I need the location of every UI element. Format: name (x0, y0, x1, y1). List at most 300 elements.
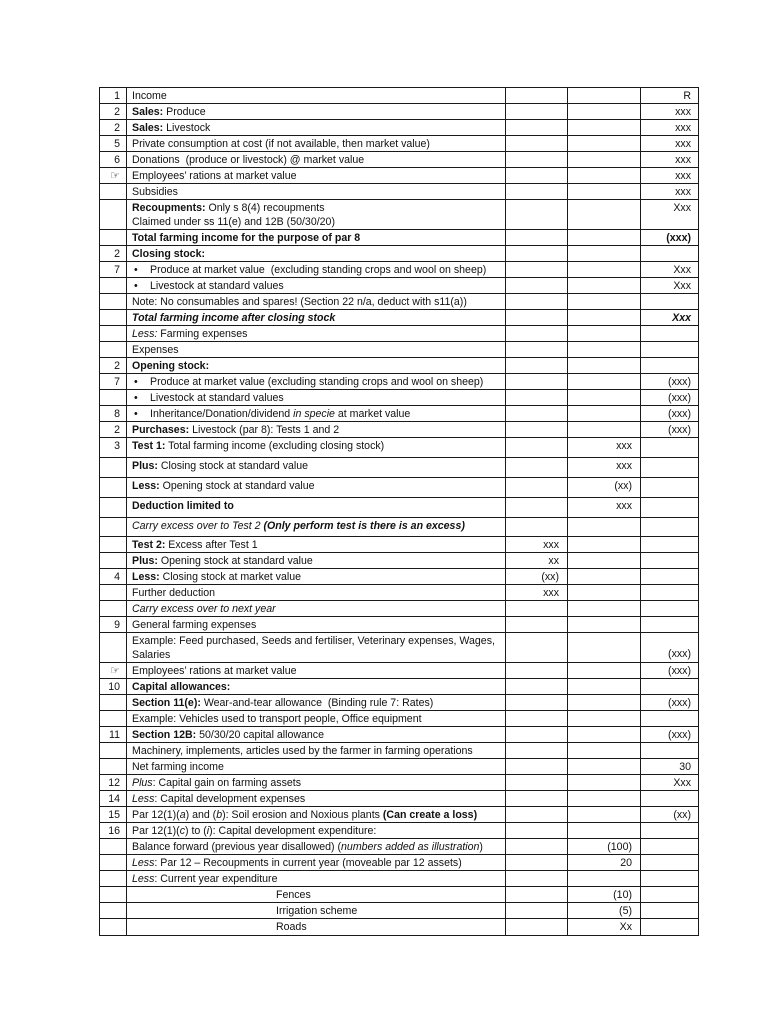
row-number: 12 (108, 777, 120, 789)
amount-col-5: (xxx) (666, 232, 691, 244)
row-number: 2 (114, 122, 120, 134)
row-number-cell (100, 887, 127, 903)
amount-col-5: Xxx (672, 312, 691, 324)
amount-col-5: Xxx (673, 280, 691, 292)
amount-col-4-cell (568, 498, 641, 518)
description-text: (Only perform test is there is an excess) (263, 520, 465, 532)
amount-col-5: xxx (675, 186, 691, 198)
description-text: Net farming income (132, 761, 224, 773)
amount-col-4: (100) (607, 841, 632, 853)
description-cell (127, 104, 506, 120)
description-line (132, 247, 503, 261)
table-row (100, 200, 699, 230)
description-line (132, 808, 503, 822)
description-text: Fences (276, 889, 311, 901)
row-number-cell (100, 498, 127, 518)
description-text: Produce (163, 106, 206, 118)
amount-col-5-cell (641, 601, 699, 617)
description-cell (127, 422, 506, 438)
row-number-cell (100, 663, 127, 679)
description-line (132, 439, 503, 453)
row-number-cell (100, 727, 127, 743)
description-text: Less: (132, 480, 160, 492)
description-text: Section 11(e): (132, 697, 201, 709)
table-row (100, 168, 699, 184)
description-text: Recoupments: (132, 202, 206, 214)
amount-col-4-cell (568, 88, 641, 104)
description-line (132, 776, 503, 790)
row-number-cell (100, 601, 127, 617)
description-cell (127, 679, 506, 695)
table-row (100, 903, 699, 919)
amount-col-5: (xxx) (668, 392, 691, 404)
table-row (100, 759, 699, 775)
table-row (100, 152, 699, 168)
amount-col-5: (xxx) (668, 665, 691, 677)
amount-col-4-cell (568, 104, 641, 120)
table-row (100, 262, 699, 278)
amount-col-5-cell (641, 711, 699, 727)
row-number: 2 (114, 248, 120, 260)
amount-col-4-cell (568, 633, 641, 663)
amount-col-3-cell (506, 601, 568, 617)
table-row (100, 887, 699, 903)
description-text: Note: No consumables and spares! (Section 22 n/a, deduct with s11(a)) (132, 296, 467, 308)
description-text: 50/30/20 capital allowance (196, 729, 324, 741)
description-cell (127, 585, 506, 601)
row-number-cell (100, 358, 127, 374)
amount-col-5-cell (641, 310, 699, 326)
amount-col-5: (xxx) (668, 424, 691, 436)
amount-col-4-cell (568, 919, 641, 936)
row-number: 1 (114, 90, 120, 102)
description-line (276, 888, 503, 902)
amount-col-5: Xxx (673, 777, 691, 789)
description-line (132, 231, 503, 245)
amount-col-3-cell (506, 374, 568, 390)
amount-col-5-cell (641, 246, 699, 262)
amount-col-5: (xxx) (668, 729, 691, 741)
amount-col-3-cell (506, 518, 568, 537)
description-text: Section 12B: (132, 729, 197, 741)
description-line (132, 295, 503, 309)
amount-col-3-cell (506, 569, 568, 585)
amount-col-3-cell (506, 839, 568, 855)
description-line (132, 459, 503, 473)
amount-col-3-cell (506, 871, 568, 887)
description-line (132, 343, 503, 357)
table-row (100, 358, 699, 374)
row-number-cell (100, 478, 127, 498)
amount-col-4-cell (568, 743, 641, 759)
amount-col-5-cell (641, 553, 699, 569)
amount-col-3-cell (506, 104, 568, 120)
row-number-cell (100, 839, 127, 855)
bullet-icon: • (134, 376, 138, 388)
description-text: Less (132, 873, 155, 885)
description-line (132, 479, 503, 493)
description-cell (127, 839, 506, 855)
description-cell (127, 569, 506, 585)
description-text: (Can create a loss) (382, 809, 478, 821)
amount-col-4-cell (568, 679, 641, 695)
table-row (100, 679, 699, 695)
description-text: at market value (334, 408, 411, 420)
amount-col-4-cell (568, 663, 641, 679)
table-row (100, 871, 699, 887)
description-text: Farming expenses (157, 328, 248, 340)
table-row (100, 839, 699, 855)
description-line (132, 279, 503, 293)
description-line (132, 137, 503, 151)
amount-col-4-cell (568, 759, 641, 775)
description-text: Total farming income (excluding closing stock) (165, 440, 385, 452)
table-row (100, 823, 699, 839)
amount-col-5-cell (641, 438, 699, 458)
row-number-cell (100, 537, 127, 553)
description-cell (127, 823, 506, 839)
description-line (132, 856, 503, 870)
amount-col-5-cell (641, 839, 699, 855)
amount-col-4-cell (568, 438, 641, 458)
description-cell (127, 807, 506, 823)
table-row (100, 88, 699, 104)
table-row (100, 775, 699, 791)
amount-col-5-cell (641, 406, 699, 422)
description-cell (127, 743, 506, 759)
description-cell (127, 871, 506, 887)
row-number-cell (100, 775, 127, 791)
amount-col-5-cell (641, 326, 699, 342)
amount-col-4-cell (568, 458, 641, 478)
description-cell (127, 518, 506, 537)
amount-col-5: xxx (675, 170, 691, 182)
description-text: Produce at market value (excluding standing crops and wool on sheep) (150, 376, 484, 388)
row-number-cell (100, 855, 127, 871)
amount-col-4-cell (568, 553, 641, 569)
amount-col-5-cell (641, 855, 699, 871)
amount-col-3-cell (506, 294, 568, 310)
amount-col-5-cell (641, 168, 699, 184)
amount-col-4-cell (568, 791, 641, 807)
description-text: Total farming income for the purpose of par 8 (132, 232, 361, 244)
amount-col-3-cell (506, 422, 568, 438)
description-text: Example: Feed purchased, Seeds and fertiliser, Veterinary expenses, Wages, (132, 635, 495, 647)
pointing-hand-icon: ☞ (110, 664, 120, 677)
description-text: Opening stock at standard value (159, 480, 315, 492)
description-cell (127, 617, 506, 633)
table-row (100, 120, 699, 136)
amount-col-4-cell (568, 839, 641, 855)
amount-col-4-cell (568, 390, 641, 406)
amount-col-4-cell (568, 478, 641, 498)
description-text: Expenses (132, 344, 179, 356)
table-row (100, 438, 699, 458)
description-line (132, 696, 503, 710)
amount-col-5-cell (641, 569, 699, 585)
description-cell (127, 342, 506, 358)
description-text: Livestock (par 8): Tests 1 and 2 (189, 424, 340, 436)
amount-col-4-cell (568, 152, 641, 168)
table-row (100, 855, 699, 871)
description-cell (127, 903, 506, 919)
amount-col-5-cell (641, 823, 699, 839)
amount-col-5-cell (641, 136, 699, 152)
description-text: Donations (produce or livestock) @ market value (132, 154, 365, 166)
amount-col-5-cell (641, 537, 699, 553)
table-row (100, 663, 699, 679)
row-number-cell (100, 617, 127, 633)
bullet-icon: • (134, 264, 138, 276)
amount-col-5: 30 (679, 761, 691, 773)
row-number: 2 (114, 424, 120, 436)
row-number: 14 (108, 793, 120, 805)
description-cell (127, 887, 506, 903)
description-cell (127, 537, 506, 553)
table-body (100, 88, 699, 936)
amount-col-5-cell (641, 120, 699, 136)
amount-col-3-cell (506, 478, 568, 498)
description-cell (127, 663, 506, 679)
amount-col-4-cell (568, 903, 641, 919)
amount-col-5-cell (641, 791, 699, 807)
amount-col-4-cell (568, 406, 641, 422)
description-text: a (179, 809, 186, 821)
description-cell (127, 633, 506, 663)
amount-col-5-cell (641, 518, 699, 537)
description-line (132, 169, 503, 183)
row-number-cell (100, 518, 127, 537)
row-number-cell (100, 585, 127, 601)
description-text: Employees’ rations at market value (132, 665, 297, 677)
amount-col-5-cell (641, 104, 699, 120)
amount-col-5-cell (641, 478, 699, 498)
row-number-cell (100, 278, 127, 294)
amount-col-3-cell (506, 358, 568, 374)
description-cell (127, 88, 506, 104)
row-number-cell (100, 633, 127, 663)
amount-col-4-cell (568, 200, 641, 230)
amount-col-5: (xx) (673, 809, 691, 821)
amount-col-5-cell (641, 88, 699, 104)
amount-col-5: xxx (675, 122, 691, 134)
row-number: 7 (114, 376, 120, 388)
description-text: Plus: (132, 460, 158, 472)
description-text: Test 1: (132, 440, 166, 452)
amount-col-5-cell (641, 585, 699, 601)
amount-col-3-cell (506, 230, 568, 246)
amount-col-5-cell (641, 871, 699, 887)
description-text: Subsidies (132, 186, 178, 198)
table-row (100, 458, 699, 478)
amount-col-4-cell (568, 569, 641, 585)
table-row (100, 326, 699, 342)
description-line (132, 792, 503, 806)
description-text: Par 12(1)( (132, 825, 180, 837)
description-line (132, 570, 503, 584)
description-text: Employees’ rations at market value (132, 170, 297, 182)
amount-col-4-cell (568, 168, 641, 184)
amount-col-4-cell (568, 695, 641, 711)
description-line (132, 519, 503, 533)
description-text: : Current year expenditure (154, 873, 278, 885)
amount-col-3-cell (506, 438, 568, 458)
description-line (132, 586, 503, 600)
description-text: Example: Vehicles used to transport people, Office equipment (132, 713, 422, 725)
description-text: Less (132, 793, 155, 805)
amount-col-5-cell (641, 663, 699, 679)
description-text: b (216, 809, 223, 821)
amount-col-3-cell (506, 919, 568, 936)
description-text: Opening stock: (132, 360, 210, 372)
table-row (100, 633, 699, 663)
description-text: Inheritance/Donation/dividend (150, 408, 294, 420)
table-row (100, 278, 699, 294)
description-cell (127, 498, 506, 518)
table-row (100, 374, 699, 390)
amount-col-5-cell (641, 759, 699, 775)
bullet-icon: • (134, 280, 138, 292)
amount-col-3-cell (506, 711, 568, 727)
row-number-cell (100, 104, 127, 120)
table-row (100, 310, 699, 326)
amount-col-4: (10) (613, 889, 632, 901)
amount-col-5-cell (641, 200, 699, 230)
pointing-hand-icon: ☞ (110, 169, 120, 182)
description-text: Private consumption at cost (if not available, then market value) (132, 138, 430, 150)
row-number-cell (100, 438, 127, 458)
amount-col-3-cell (506, 458, 568, 478)
description-cell (127, 406, 506, 422)
amount-col-3-cell (506, 168, 568, 184)
description-cell (127, 478, 506, 498)
description-cell (127, 294, 506, 310)
row-number-cell (100, 374, 127, 390)
row-number-cell (100, 903, 127, 919)
description-text: Further deduction (132, 587, 216, 599)
row-number: 15 (108, 809, 120, 821)
description-text: Irrigation scheme (276, 905, 358, 917)
description-text: ) to ( (184, 825, 207, 837)
row-number-cell (100, 120, 127, 136)
amount-col-5: xxx (675, 154, 691, 166)
description-line (132, 760, 503, 774)
row-number-cell (100, 310, 127, 326)
amount-col-5: R (683, 90, 691, 102)
row-number-cell (100, 569, 127, 585)
table-row (100, 711, 699, 727)
row-number: 9 (114, 619, 120, 631)
amount-col-4-cell (568, 855, 641, 871)
amount-col-3-cell (506, 617, 568, 633)
description-cell (127, 390, 506, 406)
amount-col-4-cell (568, 342, 641, 358)
description-line (132, 327, 503, 341)
table-row (100, 807, 699, 823)
amount-col-3-cell (506, 136, 568, 152)
amount-col-5: xxx (675, 106, 691, 118)
description-text: Claimed under ss 11(e) and 12B (50/30/20) (132, 216, 335, 228)
description-line (132, 121, 503, 135)
description-cell (127, 136, 506, 152)
description-line (132, 602, 503, 616)
description-text: numbers added as illustration (341, 841, 480, 853)
description-text: ) and ( (185, 809, 217, 821)
amount-col-4-cell (568, 807, 641, 823)
description-line (132, 311, 503, 325)
description-text: Livestock at standard values (150, 392, 284, 404)
amount-col-4-cell (568, 887, 641, 903)
amount-col-3-cell (506, 823, 568, 839)
row-number-cell (100, 871, 127, 887)
row-number-cell (100, 919, 127, 936)
row-number-cell (100, 823, 127, 839)
amount-col-4-cell (568, 294, 641, 310)
description-cell (127, 262, 506, 278)
description-text: Roads (276, 921, 307, 933)
description-text: Balance forward (previous year disallowed) ( (132, 841, 342, 853)
description-cell (127, 855, 506, 871)
amount-col-5-cell (641, 294, 699, 310)
amount-col-4-cell (568, 184, 641, 200)
amount-col-3-cell (506, 246, 568, 262)
amount-col-4: (5) (619, 905, 632, 917)
amount-col-3-cell (506, 759, 568, 775)
row-number-cell (100, 342, 127, 358)
description-line (276, 904, 503, 918)
table-row (100, 478, 699, 498)
description-cell (127, 458, 506, 478)
amount-col-4-cell (568, 518, 641, 537)
amount-col-3-cell (506, 727, 568, 743)
description-text: Income (132, 90, 167, 102)
amount-col-4: xxx (616, 460, 632, 472)
amount-col-3-cell (506, 695, 568, 711)
amount-col-3-cell (506, 184, 568, 200)
amount-col-4-cell (568, 585, 641, 601)
amount-col-5-cell (641, 679, 699, 695)
description-text: ) (479, 841, 483, 853)
description-cell (127, 695, 506, 711)
amount-col-5-cell (641, 342, 699, 358)
amount-col-5-cell (641, 727, 699, 743)
row-number-cell (100, 326, 127, 342)
amount-col-3-cell (506, 278, 568, 294)
description-line (132, 634, 503, 648)
description-line (132, 215, 503, 229)
amount-col-4-cell (568, 537, 641, 553)
description-line (132, 105, 503, 119)
description-cell (127, 358, 506, 374)
description-text: Machinery, implements, articles used by the farmer in farming operations (132, 745, 473, 757)
table-row (100, 136, 699, 152)
description-text: Closing stock at standard value (157, 460, 309, 472)
row-number: 2 (114, 106, 120, 118)
table-row (100, 537, 699, 553)
amount-col-5-cell (641, 458, 699, 478)
amount-col-4-cell (568, 262, 641, 278)
description-line (132, 554, 503, 568)
amount-col-3-cell (506, 326, 568, 342)
description-cell (127, 601, 506, 617)
description-line (276, 920, 503, 934)
amount-col-3-cell (506, 537, 568, 553)
description-line (132, 407, 503, 421)
amount-col-3-cell (506, 262, 568, 278)
description-text: i (206, 825, 210, 837)
description-text: Plus: (132, 555, 158, 567)
row-number: 10 (108, 681, 120, 693)
